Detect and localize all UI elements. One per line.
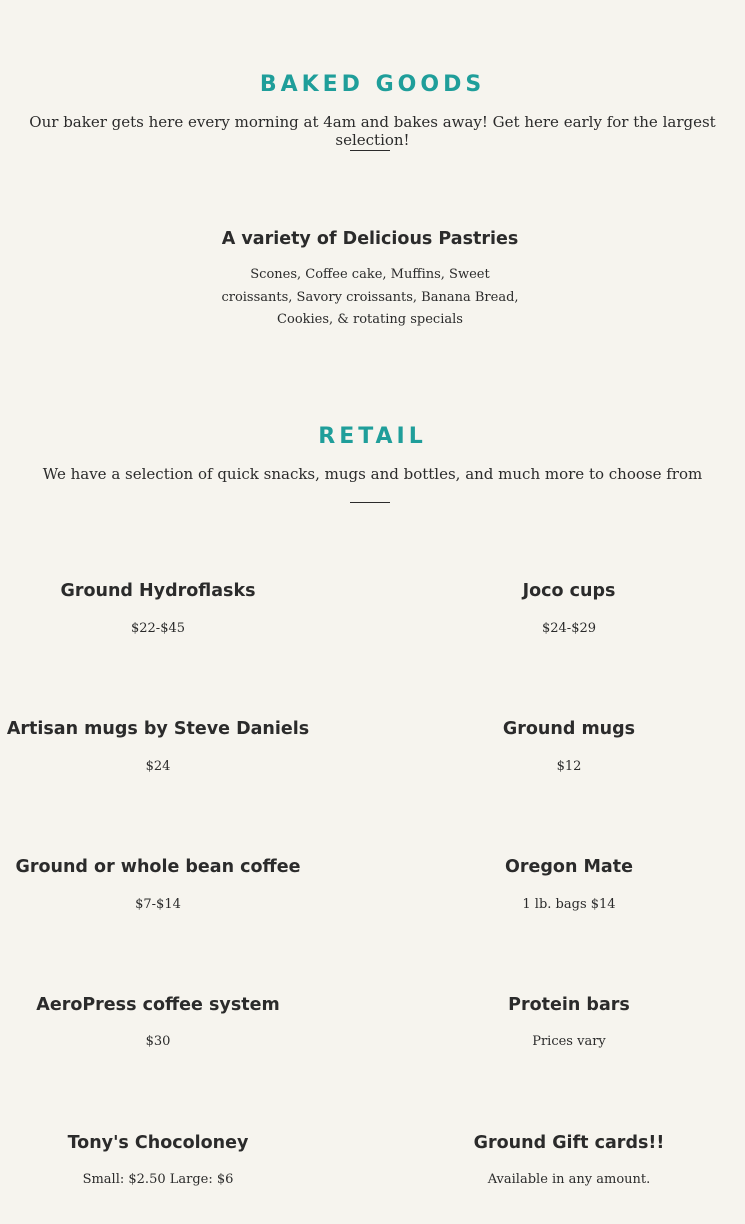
retail-item-title: Protein bars (508, 995, 630, 1015)
retail-subtitle: We have a selection of quick snacks, mugs and bottles, and much more to choose from (42, 465, 703, 483)
retail-item-price: Available in any amount. (487, 1172, 651, 1187)
retail-item-price: $30 (145, 1034, 171, 1049)
retail-item-price: $12 (556, 759, 582, 774)
retail-item-title: AeroPress coffee system (36, 995, 280, 1015)
retail-item-price: $22-$45 (130, 621, 186, 636)
retail-item-price: Small: $2.50 Large: $6 (82, 1172, 234, 1187)
pastries-description: Scones, Coffee cake, Muffins, Sweet croissants, Savory croissants, Banana Bread, Cookies, & rotating specials (221, 267, 519, 327)
retail-item-price: 1 lb. bags $14 (522, 897, 616, 912)
retail-item-title: Ground mugs (502, 719, 636, 739)
baked-goods-subtitle: Our baker gets here every morning at 4am and bakes away! Get here early for the largest selection! (29, 113, 716, 149)
retail-item-price: $7-$14 (135, 897, 181, 912)
retail-divider (350, 502, 390, 503)
retail-item-title: Ground Hydroflasks (60, 581, 256, 601)
pastries-title: A variety of Delicious Pastries (221, 229, 519, 249)
retail-title: RETAIL (318, 424, 427, 449)
retail-item-title: Artisan mugs by Steve Daniels (6, 719, 310, 739)
retail-item-price: Prices vary (532, 1034, 606, 1049)
retail-item-title: Ground Gift cards!! (473, 1133, 665, 1153)
retail-item-title: Ground or whole bean coffee (15, 857, 301, 877)
retail-item-title: Tony's Chocoloney (67, 1133, 249, 1153)
retail-item-title: Oregon Mate (505, 857, 633, 877)
baked-goods-title: BAKED GOODS (259, 72, 486, 97)
retail-item-price: $24-$29 (541, 621, 597, 636)
baked-goods-divider (350, 150, 390, 151)
retail-item-price: $24 (145, 759, 171, 774)
retail-item-title: Joco cups (522, 581, 616, 601)
